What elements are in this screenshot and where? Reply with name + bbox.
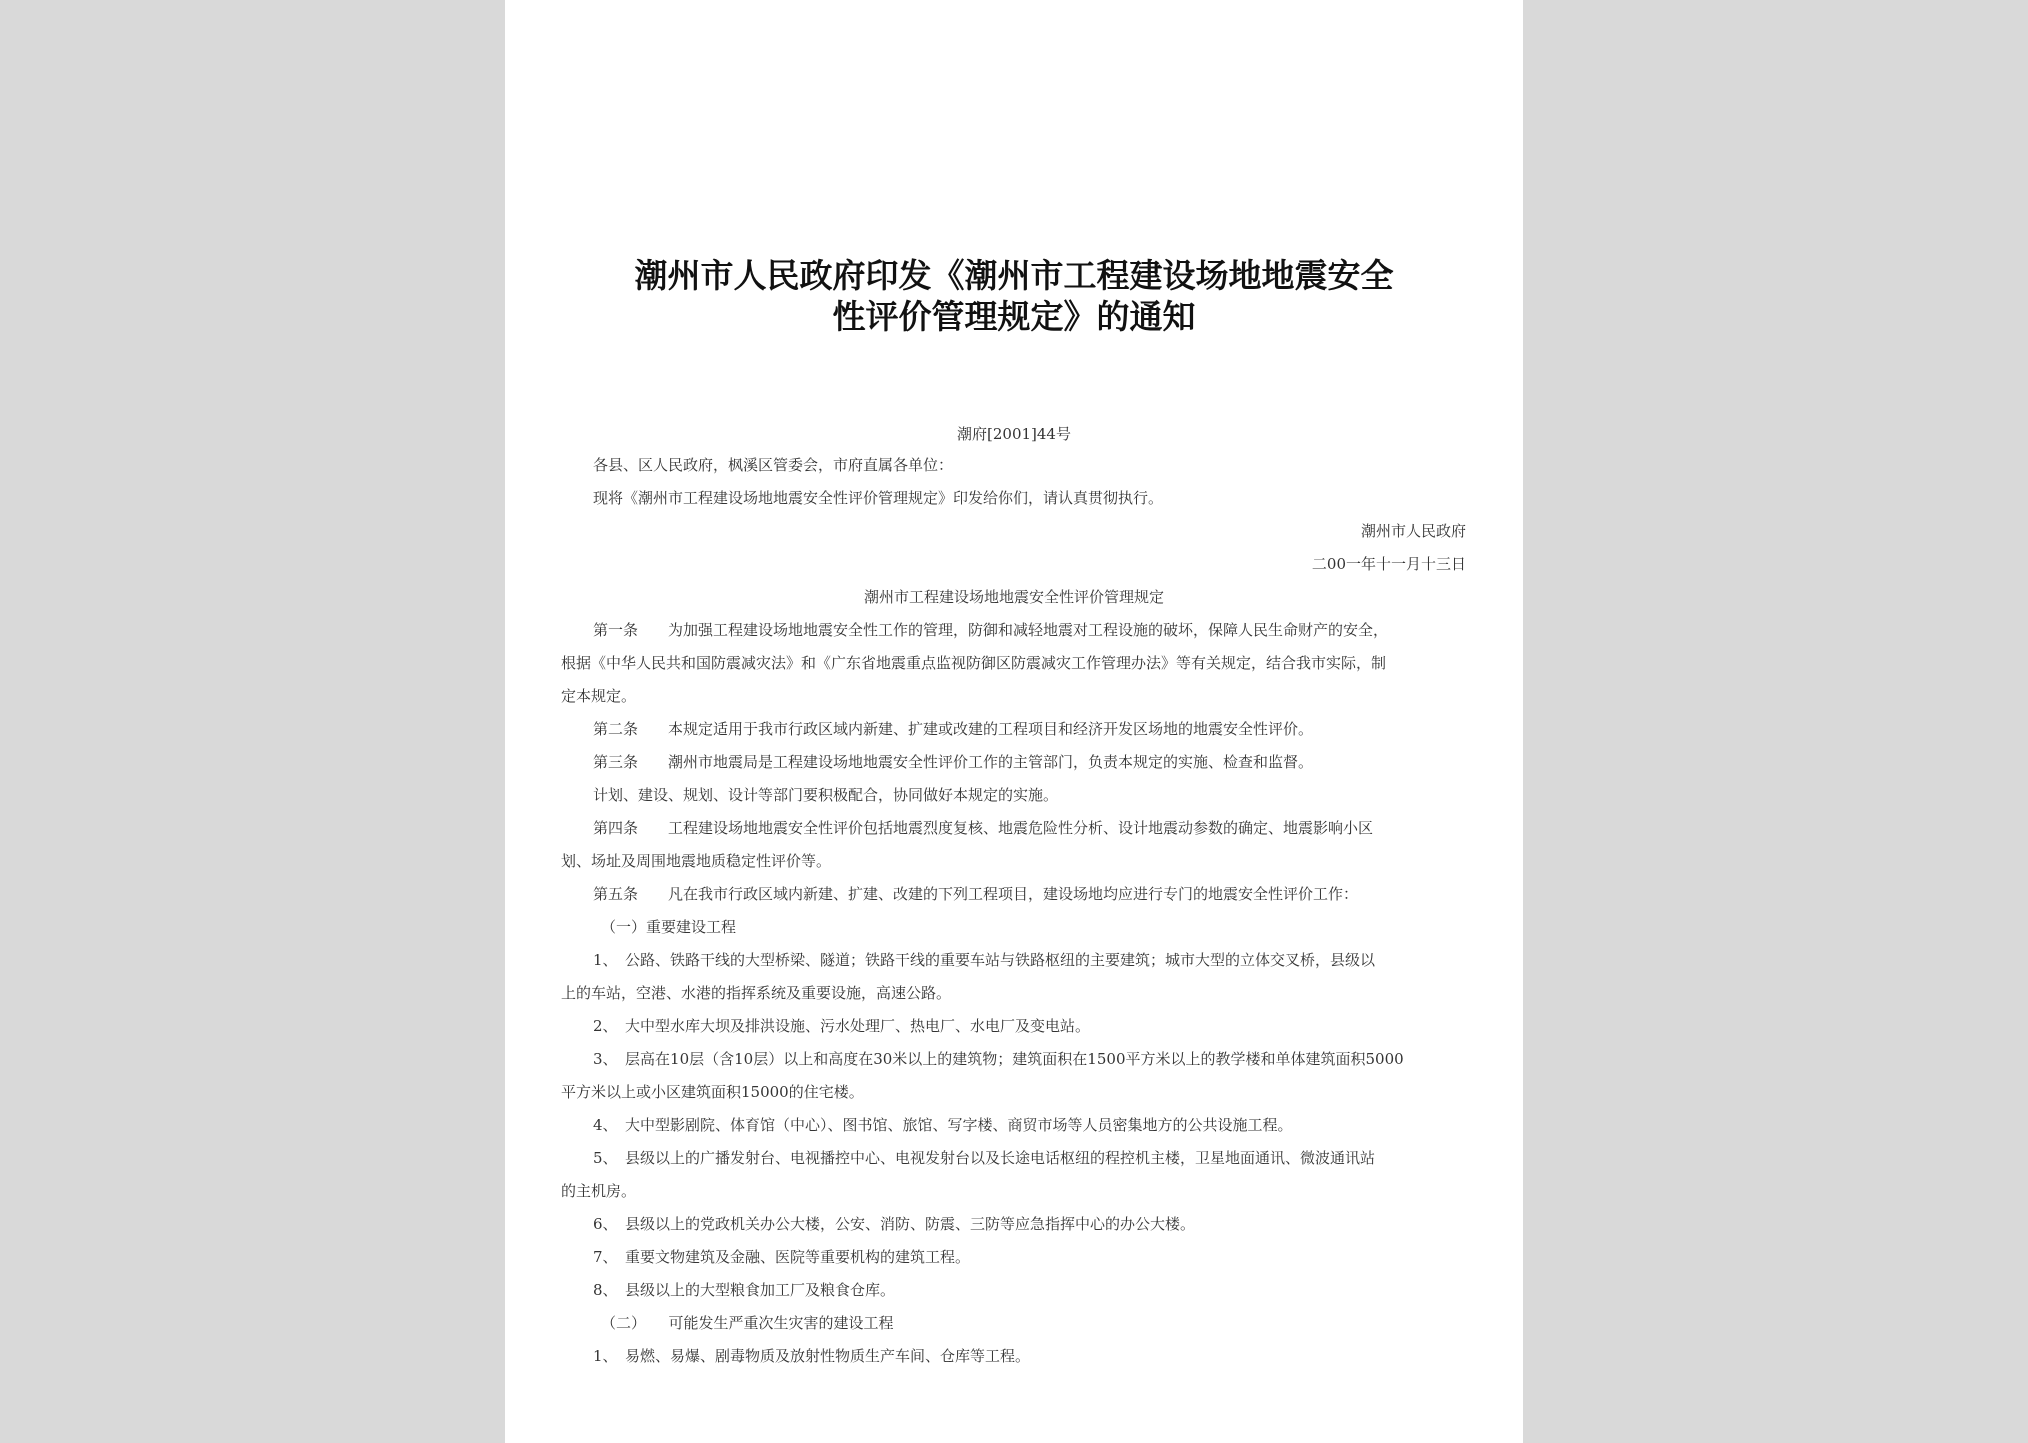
section-heading: （二） 可能发生严重次生灾害的建设工程 xyxy=(601,1314,894,1332)
title-line-2: 性评价管理规定》的通知 xyxy=(832,297,1196,336)
signature-issuer: 潮州市人民政府 xyxy=(1360,522,1466,540)
document-number: 潮府[2001]44号 xyxy=(957,425,1071,443)
list-item: 上的车站，空港、水港的指挥系统及重要设施，高速公路。 xyxy=(561,984,952,1002)
list-item: 2、 大中型水库大坝及排洪设施、污水处理厂、热电厂、水电厂及变电站。 xyxy=(593,1017,1091,1035)
list-item: 7、 重要文物建筑及金融、医院等重要机构的建筑工程。 xyxy=(593,1248,971,1266)
list-item: 4、 大中型影剧院、体育馆（中心）、图书馆、旅馆、写字楼、商贸市场等人员密集地方的公共设施工程。 xyxy=(593,1116,1293,1134)
article-line: 第三条 潮州市地震局是工程建设场地地震安全性评价工作的主管部门，负责本规定的实施、检查和监督。 xyxy=(593,753,1314,771)
article-line: 第五条 凡在我市行政区域内新建、扩建、改建的下列工程项目，建设场地均应进行专门的地震安全性评价工作： xyxy=(593,885,1359,903)
title-line-1: 潮州市人民政府印发《潮州市工程建设场地地震安全 xyxy=(634,256,1394,295)
article-line: 划、场址及周围地震地质稳定性评价等。 xyxy=(561,852,832,870)
list-item: 5、 县级以上的广播发射台、电视播控中心、电视发射台以及长途电话枢纽的程控机主楼，卫星地面通讯、微波通讯站 xyxy=(593,1149,1376,1167)
addressee-line: 各县、区人民政府，枫溪区管委会，市府直属各单位： xyxy=(593,456,954,474)
regulation-title: 潮州市工程建设场地地震安全性评价管理规定 xyxy=(863,588,1164,606)
article-line: 计划、建设、规划、设计等部门要积极配合，协同做好本规定的实施。 xyxy=(593,786,1059,804)
list-item: 8、 县级以上的大型粮食加工厂及粮食仓库。 xyxy=(593,1281,896,1299)
list-item: 6、 县级以上的党政机关办公大楼，公安、消防、防震、三防等应急指挥中心的办公大楼。 xyxy=(593,1215,1196,1233)
list-item: 平方米以上或小区建筑面积15000的住宅楼。 xyxy=(561,1083,864,1101)
article-line: 第一条 为加强工程建设场地地震安全性工作的管理，防御和减轻地震对工程设施的破坏，保障人民生命财产的安全， xyxy=(593,621,1389,639)
list-item: 3、 层高在10层（含10层）以上和高度在30米以上的建筑物；建筑面积在1500平方米以上的教学楼和单体建筑面积5000 xyxy=(593,1050,1404,1068)
section-heading: （一）重要建设工程 xyxy=(601,918,737,936)
list-item: 1、 易燃、易爆、剧毒物质及放射性物质生产车间、仓库等工程。 xyxy=(593,1347,1031,1365)
body-line: 现将《潮州市工程建设场地地震安全性评价管理规定》印发给你们，请认真贯彻执行。 xyxy=(593,489,1164,507)
list-item: 1、 公路、铁路干线的大型桥梁、隧道；铁路干线的重要车站与铁路枢纽的主要建筑；城市大型的立体交叉桥，县级以 xyxy=(593,951,1376,969)
signature-date: 二00一年十一月十三日 xyxy=(1311,555,1466,573)
document-title xyxy=(505,255,1523,337)
list-item: 的主机房。 xyxy=(561,1182,637,1200)
article-line: 定本规定。 xyxy=(561,687,637,705)
article-line: 第二条 本规定适用于我市行政区域内新建、扩建或改建的工程项目和经济开发区场地的地震安全性评价。 xyxy=(593,720,1314,738)
article-line: 根据《中华人民共和国防震减灾法》和《广东省地震重点监视防御区防震减灾工作管理办法》等有关规定，结合我市实际，制 xyxy=(561,654,1387,672)
document-page xyxy=(505,0,1523,1443)
article-line: 第四条 工程建设场地地震安全性评价包括地震烈度复核、地震危险性分析、设计地震动参数的确定、地震影响小区 xyxy=(593,819,1374,837)
